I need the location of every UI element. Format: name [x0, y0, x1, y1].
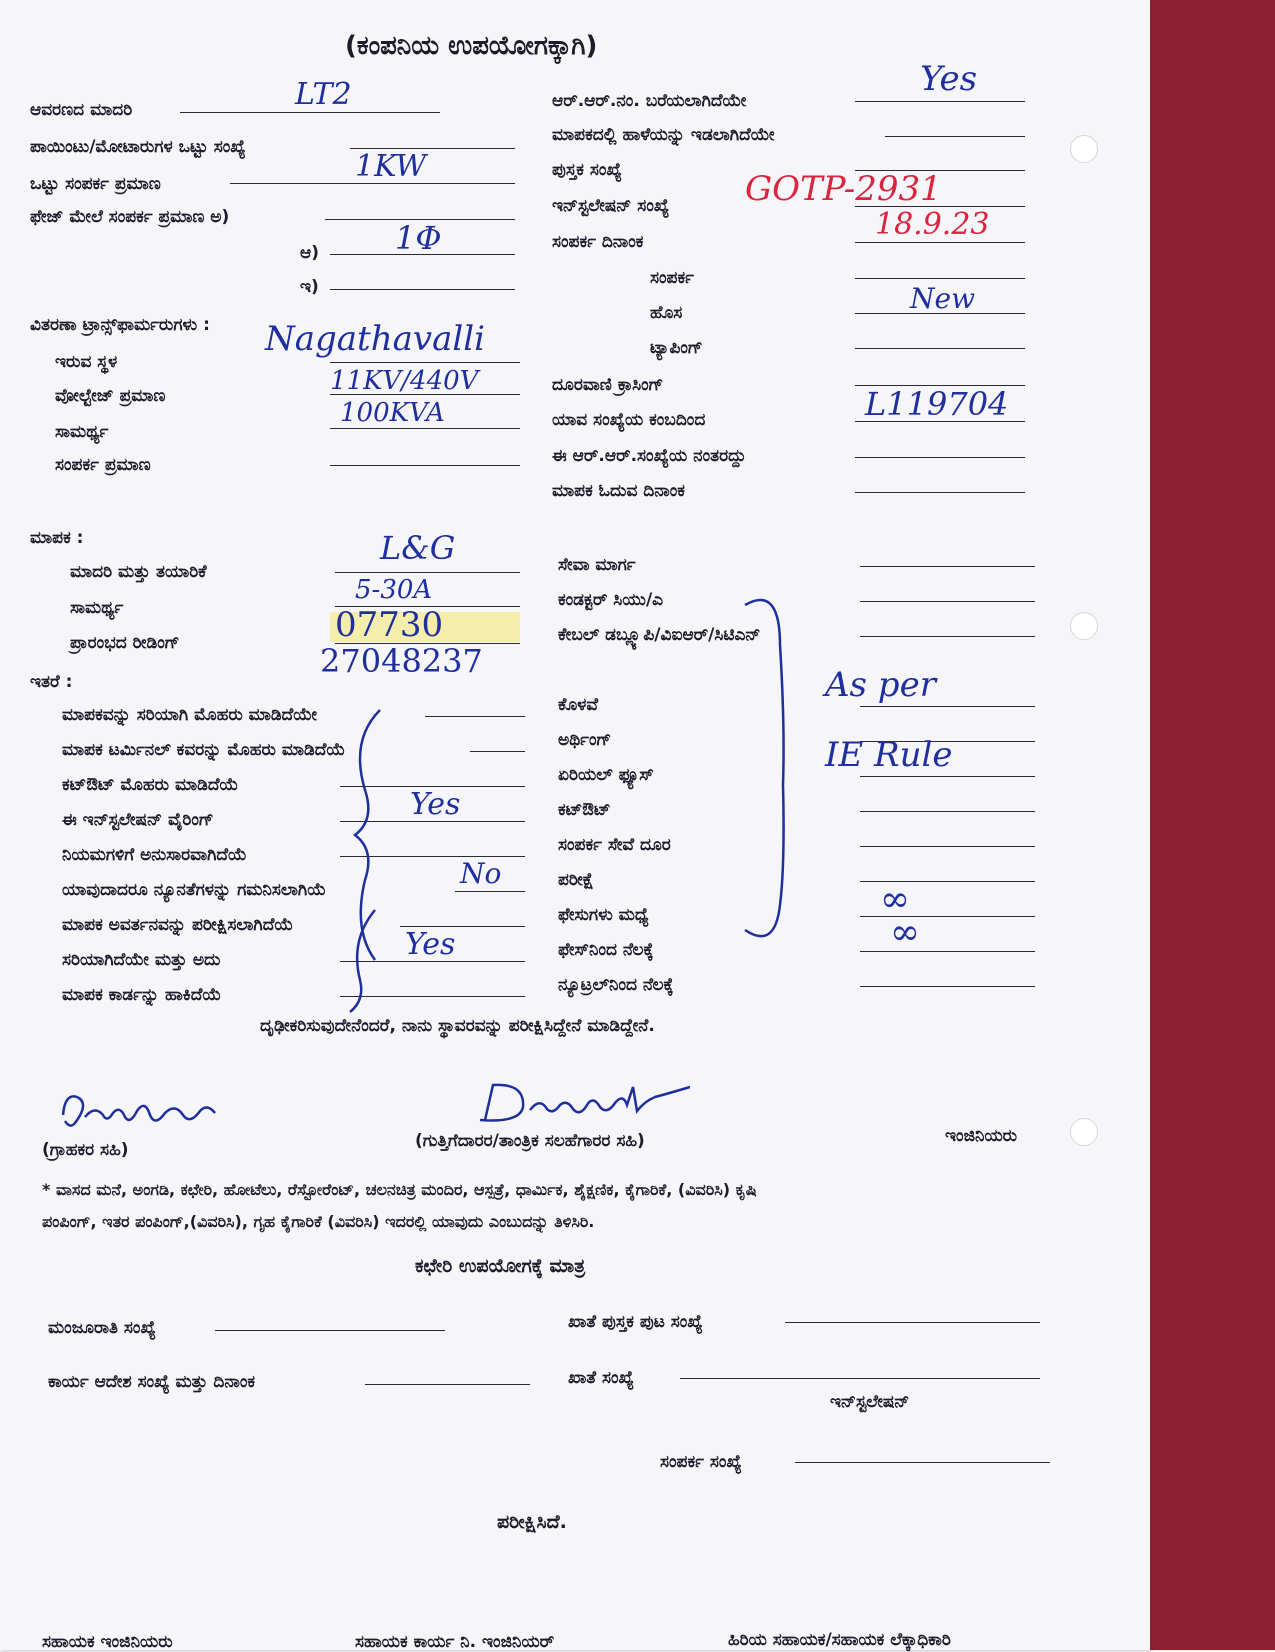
meter-number-value: 27048237: [320, 642, 483, 680]
aerial-fuse-label: ಏರಿಯಲ್ ಫ್ಯೂಸ್: [558, 765, 654, 785]
account-label: ಖಾತೆ ಸಂಖ್ಯೆ: [568, 1368, 634, 1388]
initial-reading-value: 07730: [335, 605, 444, 645]
capacity-line: [330, 428, 520, 429]
earthing-label: ಅರ್ಥಿಂಗ್: [558, 730, 612, 750]
phase-i-line: [330, 289, 515, 290]
senior-assistant-label: ಹಿರಿಯ ಸಹಾಯಕ/ಸಹಾಯಕ ಲೆಕ್ಕಾಧಿಕಾರಿ: [728, 1630, 951, 1650]
q4-label: ಈ ಇನ್‌ಸ್ಟಲೇಷನ್ ವೈರಿಂಗ್: [62, 810, 214, 830]
after-rr-label: ಈ ಆರ್.ಆರ್.ಸಂಖ್ಯೆಯ ನಂತರದ್ದು: [552, 446, 747, 466]
telephone-label: ದೂರವಾಣಿ ಕ್ರಾಸಿಂಗ್: [552, 375, 664, 395]
q1-label: ಮಾಪಕವನ್ನು ಸರಿಯಾಗಿ ಮೊಹರು ಮಾಡಿದೆಯೇ: [62, 705, 317, 725]
contractor-signature: [465, 1075, 715, 1130]
ie-rule-value: IE Rule: [825, 735, 953, 775]
work-order-label: ಕಾರ್ಯ ಆದೇಶ ಸಂಖ್ಯೆ ಮತ್ತು ದಿನಾಂಕ: [48, 1372, 256, 1392]
engineer-label: ಇಂಜಿನಿಯರು: [945, 1126, 1018, 1146]
conn-load-line: [330, 465, 520, 466]
neutral-earth-line: [860, 986, 1035, 987]
installation-value: GOTP-2931: [745, 169, 942, 209]
total-load-label: ಒಟ್ಟು ಸಂಪರ್ಕ ಪ್ರಮಾಣ: [30, 174, 161, 194]
aerial-fuse-line: [860, 776, 1035, 777]
phase-earth-label: ಫೇಸ್‌ನಿಂದ ನೆಲಕ್ಕೆ: [558, 940, 654, 960]
q3-label: ಕಟ್‌ಔಟ್ ಮೊಹರು ಮಾಡಿದೆಯೆ: [62, 775, 239, 795]
contractor-signature-label: (ಗುತ್ತಿಗೆದಾರರ/ತಾಂತ್ರಿಕ ಸಲಹೆಗಾರರ ಸಹಿ): [415, 1131, 645, 1151]
red-binder-edge: [1150, 0, 1275, 1650]
account-line: [680, 1378, 1040, 1379]
q4-value: Yes: [410, 787, 461, 822]
rr-label: ಆರ್.ಆರ್.ನಂ. ಬರೆಯಲಾಗಿದೆಯೇ: [552, 91, 747, 111]
new-label: ಹೊಸ: [650, 303, 683, 323]
capacity-value: 100KVA: [340, 398, 445, 428]
infinity-value-2: ∞: [890, 912, 920, 953]
pipe-line: [860, 706, 1035, 707]
meter-capacity-value: 5-30A: [355, 575, 433, 605]
make-value: L&G: [380, 529, 456, 567]
phase-label: ಫೇಜ್ ಮೇಲೆ ಸಂಪರ್ಕ ಪ್ರಮಾಣ ಅ): [30, 207, 230, 227]
voltage-line: [330, 394, 520, 395]
office-heading: ಕಛೇರಿ ಉಪಯೋಗಕ್ಕೆ ಮಾತ್ರ: [415, 1255, 586, 1277]
total-load-value: 1KW: [355, 149, 427, 184]
transformer-heading: ವಿತರಣಾ ಟ್ರಾನ್ಸ್‌ಫಾರ್ಮರುಗಳು :: [30, 315, 210, 335]
neutral-earth-label: ನ್ಯೂಟ್ರಲ್‌ನಿಂದ ನೆಲಕ್ಕೆ: [558, 975, 674, 995]
rr-line: [855, 101, 1025, 102]
service-distance-line: [860, 846, 1035, 847]
conn-date-line: [855, 242, 1025, 243]
sanction-label: ಮಂಜೂರಾತಿ ಸಂಖ್ಯೆ: [48, 1318, 156, 1338]
q6-line: [455, 891, 525, 892]
voltage-label: ವೋಲ್ಟೇಜ್ ಪ್ರಮಾಣ: [55, 386, 166, 406]
phase-i-label: ಇ): [300, 277, 319, 297]
ledger-label: ಖಾತೆ ಪುಸ್ತಕ ಪುಟ ಸಂಖ್ಯೆ: [568, 1312, 703, 1332]
installation-label: ಇನ್‌ಸ್ಟಲೇಷನ್ ಸಂಖ್ಯೆ: [552, 196, 670, 216]
assistant-engineer-label: ಸಹಾಯಕ ಇಂಜಿನಿಯರು: [42, 1632, 173, 1652]
assistant-exec-engineer-label: ಸಹಾಯಕ ಕಾರ್ಯ ನಿ. ಇಂಜಿನಿಯರ್: [355, 1632, 555, 1652]
after-rr-line: [855, 457, 1025, 458]
meter-capacity-label: ಸಾಮರ್ಥ್ಯ: [70, 598, 124, 618]
awarana-value: LT2: [295, 77, 352, 112]
ledger-line: [785, 1322, 1040, 1323]
make-line: [335, 572, 520, 573]
cutout-line: [860, 811, 1035, 812]
customer-signature-label: (ಗ್ರಾಹಕರ ಸಹಿ): [42, 1140, 129, 1160]
meter-heading: ಮಾಪಕ :: [30, 528, 84, 548]
as-per-value: As per: [825, 665, 936, 705]
points-label: ಪಾಯಿಂಟು/ಮೋಟಾರುಗಳ ಒಟ್ಟು ಸಂಖ್ಯೆ: [30, 137, 246, 157]
phase-a-label: ಆ): [300, 243, 319, 263]
conductor-line: [860, 601, 1035, 602]
others-heading: ಇತರೆ :: [30, 672, 73, 692]
phases-label: ಫೇಸುಗಳು ಮಧ್ಯೆ: [558, 905, 649, 925]
declaration-text: ದೃಢೀಕರಿಸುವುದೇನೆಂದರೆ, ನಾನು ಸ್ಥಾವರವನ್ನು ಪರೀಕ್ಷಿಸಿದ್ದೇನೆ ಮಾಡಿದ್ದೇನೆ.: [260, 1016, 655, 1036]
q8-label: ಸರಿಯಾಗಿದೆಯೇ ಮತ್ತು ಅದು: [62, 950, 221, 970]
pole-label: ಯಾವ ಸಂಖ್ಯೆಯ ಕಂಬದಿಂದ: [552, 410, 706, 430]
q6-value: No: [460, 857, 502, 890]
infinity-value-1: ∞: [880, 879, 910, 920]
conn-date-label: ಸಂಪರ್ಕ ದಿನಾಂಕ: [552, 232, 644, 252]
initial-reading-label: ಪ್ರಾರಂಭದ ರೀಡಿಂಗ್: [70, 633, 180, 653]
conductor-label: ಕಂಡಕ್ಟರ್ ಸಿಯು/ಎ: [558, 590, 664, 610]
meter-sheet-line: [885, 136, 1025, 137]
q5-label: ನಿಯಮಗಳಿಗೆ ಅನುಸಾರವಾಗಿದೆಯೆ: [62, 845, 247, 865]
reading-date-line: [855, 492, 1025, 493]
location-label: ಇರುವ ಸ್ಥಳ: [55, 352, 118, 372]
punch-hole: [1070, 612, 1098, 640]
sampark-label: ಸಂಪರ್ಕ: [650, 268, 694, 288]
form-title: (ಕಂಪನಿಯ ಉಪಯೋಗಕ್ಕಾಗಿ): [345, 31, 598, 61]
conn-date-value: 18.9.23: [875, 207, 990, 242]
office-installation-label: ಇನ್‌ಸ್ಟಲೇಷನ್: [830, 1392, 910, 1412]
q6-label: ಯಾವುದಾದರೂ ನ್ಯೂನತೆಗಳನ್ನು ಗಮನಿಸಲಾಗಿಯೆ: [62, 880, 327, 900]
reading-date-label: ಮಾಪಕ ಓದುವ ದಿನಾಂಕ: [552, 481, 685, 501]
tapping-label: ಟ್ಯಾಪಿಂಗ್: [650, 338, 703, 358]
phases-line: [860, 916, 1035, 917]
voltage-value: 11KV/440V: [330, 366, 479, 396]
location-value: Nagathavalli: [265, 319, 485, 359]
q7-label: ಮಾಪಕ ಅವರ್ತನವನ್ನು ಪರೀಕ್ಷಿಸಲಾಗಿದೆಯೆ: [62, 915, 294, 935]
new-line: [855, 313, 1025, 314]
punch-hole: [1070, 135, 1098, 163]
capacity-label: ಸಾಮರ್ಥ್ಯ: [55, 422, 109, 442]
conn-load-label: ಸಂಪರ್ಕ ಪ್ರಮಾಣ: [55, 455, 151, 475]
pole-value: L119704: [865, 385, 1009, 423]
punch-hole: [1070, 1118, 1098, 1146]
work-order-line: [365, 1384, 530, 1385]
cutout-label: ಕಟ್‌ಔಟ್: [558, 800, 611, 820]
service-distance-label: ಸಂಪರ್ಕ ಸೇವೆ ದೂರ: [558, 835, 671, 855]
rr-value: Yes: [920, 59, 978, 99]
q2-label: ಮಾಪಕ ಟರ್ಮಿನಲ್ ಕವರನ್ನು ಮೊಹರು ಮಾಡಿದೆಯೆ: [62, 740, 346, 760]
conn-no-label: ಸಂಪರ್ಕ ಸಂಖ್ಯೆ: [660, 1452, 742, 1472]
checked-text: ಪರೀಕ್ಷಿಸಿದೆ.: [497, 1511, 567, 1533]
q9-label: ಮಾಪಕ ಕಾರ್ಡನ್ನು ಹಾಕಿದೆಯೆ: [62, 985, 222, 1005]
note-line-2: ಪಂಪಿಂಗ್, ಇತರ ಪಂಪಿಂಗ್,(ವಿವರಿಸಿ), ಗೃಹ ಕೈಗಾರಿಕೆ (ವಿವರಿಸಿ) ಇದರಲ್ಲಿ ಯಾವುದು ಎಂಬುದನ್ನು ತಿಳಿಸಿರಿ.: [42, 1212, 595, 1231]
make-label: ಮಾದರಿ ಮತ್ತು ತಯಾರಿಕೆ: [70, 562, 207, 582]
note-line-1: * ವಾಸದ ಮನೆ, ಅಂಗಡಿ, ಕಛೇರಿ, ಹೋಟೆಲು, ರೆಸ್ಟೋರೆಂಟ್, ಚಲನಚಿತ್ರ ಮಂದಿರ, ಆಸ್ಪತ್ರೆ, ಧಾರ್ಮಿಕ, ಶೈಕ್ಷಣಿಕ, ಕೈಗಾರಿಕೆ, (ವಿವರಿಸಿ) ಕೃಷಿ: [42, 1180, 757, 1199]
book-label: ಪುಸ್ತಕ ಸಂಖ್ಯೆ: [552, 160, 622, 180]
customer-signature: [55, 1085, 225, 1135]
q2-line: [470, 751, 525, 752]
handwritten-brace-right: [725, 585, 805, 955]
q1-line: [425, 716, 525, 717]
awarana-label: ಆವರಣದ ಮಾದರಿ: [30, 100, 133, 120]
sampark-line: [855, 278, 1025, 279]
new-value: New: [910, 282, 976, 315]
service-label: ಸೇವಾ ಮಾರ್ಗ: [558, 555, 636, 575]
pipe-label: ಕೊಳವೆ: [558, 695, 599, 715]
tapping-line: [855, 348, 1025, 349]
location-line: [330, 362, 520, 363]
cable-label: ಕೇಬಲ್ ಡಬ್ಲ್ಯೂಪಿ/ವಿಐಆರ್/ಸಿಟಿಎನ್: [558, 625, 761, 645]
phase-a-value: 1Φ: [395, 219, 442, 257]
service-line: [860, 566, 1035, 567]
sanction-line: [215, 1330, 445, 1331]
test-label: ಪರೀಕ್ಷೆ: [558, 870, 594, 890]
awarana-line: [180, 112, 440, 113]
conn-no-line: [795, 1462, 1050, 1463]
handwritten-brace-left: [335, 700, 395, 1020]
phase-earth-line: [860, 951, 1035, 952]
pole-line: [855, 421, 1025, 422]
cable-line: [860, 636, 1035, 637]
meter-sheet-label: ಮಾಪಕದಲ್ಲಿ ಹಾಳೆಯನ್ನು ಇಡಲಾಗಿದೆಯೇ: [552, 125, 775, 145]
q8-value: Yes: [405, 927, 456, 962]
